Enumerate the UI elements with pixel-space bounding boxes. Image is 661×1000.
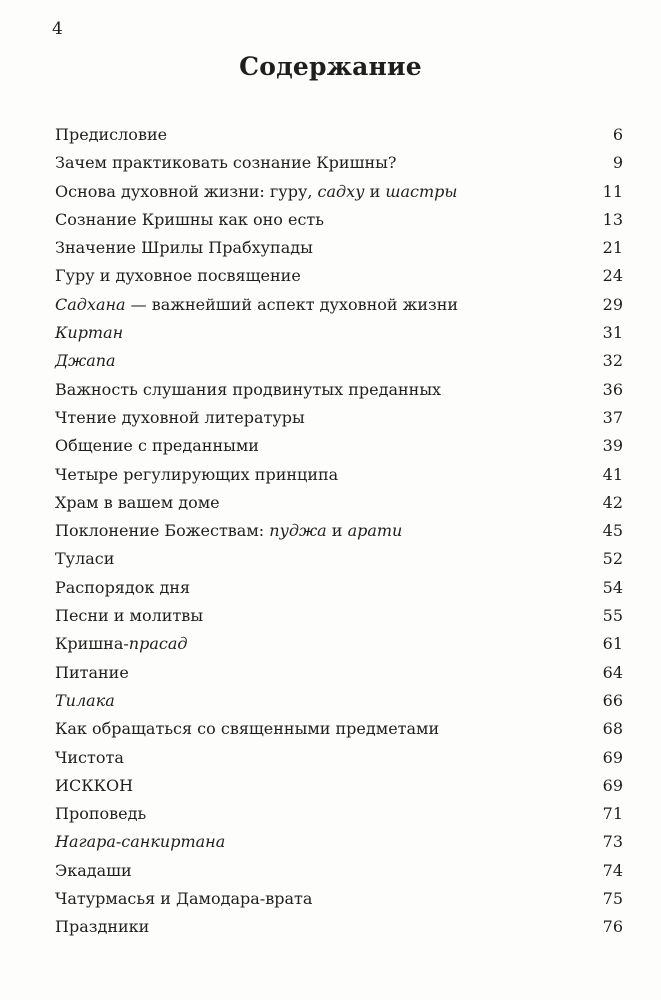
toc-entry-title-part: Чистота	[55, 747, 124, 767]
toc-entry-page: 29	[602, 294, 623, 314]
toc-entry	[55, 461, 623, 489]
toc-entry-title-part: Питание	[55, 662, 129, 682]
toc-entry-page: 37	[602, 407, 623, 427]
toc-entry-title-part: Общение с преданными	[55, 436, 259, 456]
toc-entry-page: 54	[602, 577, 623, 597]
toc-entry-title-part: Предисловие	[55, 125, 168, 144]
toc-entry-title	[55, 715, 439, 743]
toc-entry-title	[55, 234, 313, 262]
toc-entry-title	[55, 687, 115, 715]
toc-entry-page: 39	[602, 436, 623, 456]
toc-entry-title-part: Проповедь	[55, 804, 147, 824]
toc-entry-page: 73	[602, 832, 623, 852]
toc-entry	[55, 744, 623, 772]
toc-entry-page: 42	[602, 492, 623, 512]
toc-entry-title-italic-part: прасад	[128, 634, 188, 654]
toc-entry-title	[55, 630, 188, 658]
toc-entry-page: 13	[602, 209, 623, 229]
toc-entry-page: 11	[602, 181, 623, 201]
toc-entry	[55, 602, 623, 630]
toc-entry-page: 45	[602, 521, 623, 541]
toc-entry-title	[55, 885, 312, 913]
toc-entry-title-part: Сознание Кришны как оно есть	[55, 209, 324, 229]
toc-entry-title-part: — важнейший аспект духовной жизни	[125, 294, 459, 314]
toc-entry-title	[55, 913, 149, 941]
toc-entry-title	[55, 347, 116, 375]
toc-entry-title-part: Праздники	[55, 917, 150, 937]
toc-entry	[55, 517, 623, 545]
toc-entry	[55, 574, 623, 602]
toc-entry	[55, 489, 623, 517]
toc-entry-page: 76	[602, 917, 623, 937]
toc-entry-title-part: Туласи	[55, 549, 115, 569]
toc-entry-page: 32	[602, 351, 623, 371]
toc-entry	[55, 178, 623, 206]
toc-entry-title-part: Зачем практиковать сознание Кришны?	[55, 153, 397, 173]
toc-entry-title-italic-part: арати	[347, 521, 403, 541]
toc-entry-page: 55	[602, 606, 623, 626]
toc-entry-title-part: Поклонение Божествам:	[55, 521, 270, 541]
toc-entry-title	[55, 461, 338, 489]
toc-entry-title	[55, 319, 123, 347]
toc-entry-title-italic-part: пуджа	[269, 521, 327, 541]
toc-entry-title-part: Значение Шрилы Прабхупады	[55, 238, 313, 258]
toc-entry	[55, 432, 623, 460]
toc-entry-title	[55, 432, 259, 460]
toc-entry	[55, 291, 623, 319]
toc-entry-page: 41	[602, 464, 623, 484]
toc-entry-title-part: и	[364, 181, 386, 201]
toc-entry	[55, 800, 623, 828]
toc-entry	[55, 319, 623, 347]
toc-entry-page: 21	[602, 238, 623, 258]
toc-entry	[55, 545, 623, 573]
toc-entry-title	[55, 857, 132, 885]
toc-entry	[55, 206, 623, 234]
toc-entry-page: 52	[602, 549, 623, 569]
toc-entry-title-italic-part: Нагара-санкиртана	[55, 832, 226, 852]
toc-entry-page: 9	[612, 153, 623, 173]
page-title: Содержание	[239, 52, 422, 81]
toc-entry-title-italic-part: Киртан	[55, 323, 124, 343]
toc-entry-title-part: Песни и молитвы	[55, 606, 204, 626]
toc-entry-title-part: Важность слушания продвинутых преданных	[55, 379, 442, 399]
toc-entry	[55, 630, 623, 658]
toc-entry	[55, 659, 623, 687]
toc-entry-title	[55, 121, 167, 149]
toc-entry	[55, 913, 623, 941]
toc-entry-title-part: Гуру и духовное посвящение	[55, 266, 301, 286]
toc-entry-title	[55, 489, 220, 517]
toc-entry	[55, 857, 623, 885]
toc-entry-title	[55, 574, 190, 602]
toc-entry-title	[55, 545, 114, 573]
toc-entry	[55, 885, 623, 913]
toc-entry-title	[55, 206, 324, 234]
toc-entry-page: 36	[602, 379, 623, 399]
toc-entry-title-part: ИСККОН	[55, 775, 134, 795]
toc-entry-page: 68	[602, 719, 623, 739]
toc-entry	[55, 121, 623, 149]
toc-entry-title	[55, 828, 225, 856]
toc-entry	[55, 772, 623, 800]
toc-entry-title	[55, 262, 301, 290]
toc-entry-page: 31	[602, 323, 623, 343]
toc-entry-title-part: Чатурмасья и Дамодара-врата	[55, 889, 313, 909]
toc-entry-title	[55, 659, 129, 687]
toc-entry	[55, 715, 623, 743]
toc-entry-page: 69	[602, 747, 623, 767]
toc-entry-title-italic-part: шастры	[385, 181, 458, 201]
toc-entry	[55, 376, 623, 404]
toc-entry-page: 61	[602, 634, 623, 654]
toc-entry-page: 66	[602, 690, 623, 710]
toc-entry	[55, 404, 623, 432]
toc-entry	[55, 262, 623, 290]
toc-entry-page: 6	[612, 125, 623, 144]
toc-entry-title	[55, 744, 124, 772]
table-of-contents	[55, 121, 623, 942]
toc-entry-title	[55, 376, 441, 404]
toc-entry-title	[55, 178, 457, 206]
toc-entry-title-part: Как обращаться со священными предметами	[55, 719, 440, 739]
toc-entry-title	[55, 291, 458, 319]
toc-entry-page: 71	[602, 804, 623, 824]
toc-entry-title-italic-part: Джапа	[55, 351, 116, 371]
toc-entry-title	[55, 800, 146, 828]
toc-entry-title-part: Основа духовной жизни: гуру,	[55, 181, 318, 201]
toc-entry	[55, 234, 623, 262]
toc-entry-title-part: Чтение духовной литературы	[55, 407, 305, 427]
toc-entry-title	[55, 404, 305, 432]
toc-entry-page: 69	[602, 775, 623, 795]
toc-entry-title-part: Четыре регулирующих принципа	[55, 464, 339, 484]
toc-entry-title	[55, 517, 402, 545]
toc-entry-page: 64	[602, 662, 623, 682]
toc-entry-title-part: Экадаши	[55, 860, 132, 880]
toc-entry	[55, 828, 623, 856]
toc-entry	[55, 149, 623, 177]
toc-entry-page: 74	[602, 860, 623, 880]
toc-entry-title-part: и	[326, 521, 348, 541]
toc-entry-title-part: Храм в вашем доме	[55, 492, 220, 512]
toc-entry-title-part: Кришна-	[55, 634, 129, 654]
page-number: 4	[52, 19, 63, 39]
toc-entry-title-italic-part: Садхана	[55, 294, 126, 314]
toc-entry-page: 75	[602, 889, 623, 909]
toc-entry-title-italic-part: садху	[317, 181, 365, 201]
toc-entry-page: 24	[602, 266, 623, 286]
toc-entry-title	[55, 602, 203, 630]
toc-entry-title	[55, 149, 396, 177]
toc-entry-title-part: Распорядок дня	[55, 577, 191, 597]
toc-entry	[55, 687, 623, 715]
toc-entry	[55, 347, 623, 375]
toc-entry-title	[55, 772, 133, 800]
toc-entry-title-italic-part: Тилака	[55, 690, 115, 710]
